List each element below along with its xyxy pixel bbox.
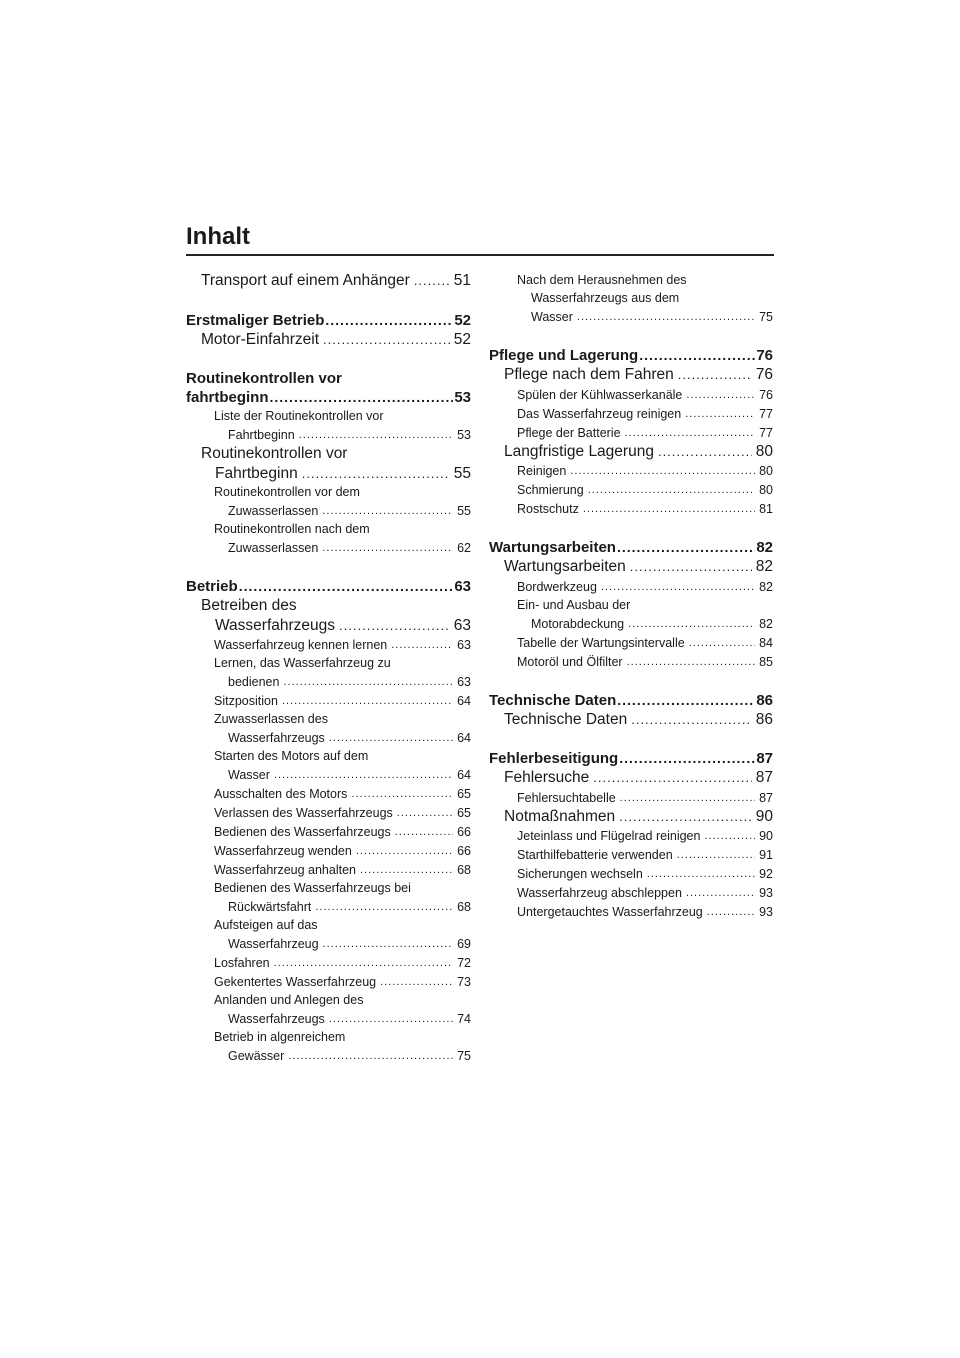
toc-entry-title-line: Routinekontrollen vor xyxy=(186,370,342,387)
toc-entry-level-3[interactable] xyxy=(186,407,471,444)
leader-dots xyxy=(631,710,752,730)
toc-entry-title: Wasserfahrzeugs xyxy=(228,1012,325,1026)
toc-entry-title-line: Aufsteigen auf das xyxy=(214,918,318,932)
leader-dots xyxy=(282,691,453,710)
toc-entry-page: 82 xyxy=(756,539,773,556)
toc-entry-page: 84 xyxy=(759,635,773,650)
toc-entry-page: 87 xyxy=(755,769,773,786)
toc-entry-title: Sitzposition xyxy=(214,694,278,708)
toc-entry-level-3[interactable] xyxy=(186,747,471,784)
leader-dots xyxy=(689,633,755,652)
toc-entry-title: Wasserfahrzeug abschleppen xyxy=(517,886,682,900)
leader-dots xyxy=(323,330,450,350)
toc-entry-title: Wartungsarbeiten xyxy=(504,558,626,575)
toc-entry-row xyxy=(214,803,471,822)
toc-entry-page: 63 xyxy=(457,675,471,689)
leader-dots xyxy=(588,480,755,499)
toc-entry-level-2[interactable] xyxy=(489,365,773,385)
toc-entry-level-3[interactable] xyxy=(186,803,471,822)
toc-entry-title: Pflege und Lagerung xyxy=(489,347,639,364)
leader-dots xyxy=(686,883,755,902)
toc-entry-page: 69 xyxy=(457,937,471,951)
toc-left-column xyxy=(186,271,471,1065)
toc-entry-page: 93 xyxy=(759,886,773,900)
toc-entry-row xyxy=(186,577,471,596)
toc-entry-level-3[interactable] xyxy=(489,596,773,633)
toc-entry-title-line: Lernen, das Wasserfahrzeug zu xyxy=(214,656,391,670)
toc-entry-row xyxy=(517,385,773,404)
toc-entry-page: 82 xyxy=(755,558,773,575)
toc-entry-title: Rostschutz xyxy=(517,502,579,516)
toc-entry-page: 52 xyxy=(454,311,471,329)
toc-entry-title-line: Nach dem Herausnehmen des xyxy=(517,273,687,287)
toc-entry-row xyxy=(214,953,471,972)
toc-entry-row xyxy=(214,672,471,691)
toc-entry-level-1[interactable] xyxy=(489,691,773,710)
toc-entry-level-1[interactable] xyxy=(186,369,471,407)
toc-entry-page: 90 xyxy=(755,807,773,825)
toc-entry-title: bedienen xyxy=(228,675,280,689)
toc-entry-title: Pflege nach dem Fahren xyxy=(504,366,674,383)
toc-entry-page: 68 xyxy=(457,863,471,877)
toc-entry-page: 53 xyxy=(457,428,471,442)
toc-entry-row xyxy=(214,822,471,841)
leader-dots xyxy=(391,635,453,654)
leader-dots xyxy=(577,307,755,326)
toc-entry-row xyxy=(517,902,773,921)
page-title: Inhalt xyxy=(186,223,250,250)
leader-dots xyxy=(270,388,454,407)
toc-entry-row xyxy=(517,577,773,596)
toc-entry-page: 76 xyxy=(755,366,773,383)
leader-dots xyxy=(630,557,752,577)
toc-entry-title: Zuwasserlassen xyxy=(228,504,319,518)
toc-entry-level-2[interactable] xyxy=(489,768,773,788)
toc-entry-title-line: Anlanden und Anlegen des xyxy=(214,993,364,1007)
toc-entry-level-2[interactable] xyxy=(186,596,471,635)
toc-entry-page: 87 xyxy=(759,790,773,805)
leader-dots xyxy=(351,784,453,803)
leader-dots xyxy=(617,538,755,557)
toc-entry-row xyxy=(214,635,471,654)
toc-entry-title: Fehlersuchtabelle xyxy=(517,790,616,805)
toc-entry-row xyxy=(504,710,773,730)
toc-entry-title: Wasserfahrzeug xyxy=(228,937,319,951)
toc-entry-row xyxy=(214,784,471,803)
toc-entry-title-line: Betrieb in algenreichem xyxy=(214,1030,346,1044)
leader-dots xyxy=(620,788,755,807)
toc-entry-page: 75 xyxy=(457,1049,471,1063)
toc-entry-page: 65 xyxy=(457,806,471,820)
toc-entry-row xyxy=(517,404,773,423)
leader-dots xyxy=(625,423,756,442)
toc-entry-row xyxy=(201,464,471,484)
leader-dots xyxy=(704,826,755,845)
toc-entry-row xyxy=(517,864,773,883)
toc-entry-title: Rückwärtsfahrt xyxy=(228,900,312,914)
toc-entry-title: Notmaßnahmen xyxy=(504,807,616,825)
toc-entry-level-3[interactable] xyxy=(489,423,773,442)
leader-dots xyxy=(356,841,453,860)
toc-entry-row xyxy=(214,728,471,747)
toc-entry-row xyxy=(214,897,471,916)
toc-entry-title-line: Routinekontrollen vor dem xyxy=(214,485,360,499)
toc-entry-level-3[interactable] xyxy=(186,691,471,710)
toc-entry-row xyxy=(504,365,773,385)
leader-dots xyxy=(302,464,450,484)
leader-dots xyxy=(593,768,751,788)
toc-entry-level-3[interactable] xyxy=(186,710,471,747)
leader-dots xyxy=(299,425,453,444)
toc-entry-level-3[interactable] xyxy=(186,879,471,916)
toc-entry-row xyxy=(214,860,471,879)
toc-entry-level-3[interactable] xyxy=(489,845,773,864)
toc-entry-row xyxy=(517,826,773,845)
toc-entry-title: Jeteinlass und Flügelrad reinigen xyxy=(517,829,701,843)
toc-entry-row xyxy=(517,423,773,442)
toc-entry-row xyxy=(489,691,773,710)
toc-entry-level-1[interactable] xyxy=(489,749,773,768)
leader-dots xyxy=(329,1009,453,1028)
leader-dots xyxy=(274,953,453,972)
toc-entry-level-3[interactable] xyxy=(186,972,471,991)
toc-entry-page: 80 xyxy=(755,442,773,460)
toc-entry-title-line: Zuwasserlassen des xyxy=(214,712,328,726)
toc-entry-title: Tabelle der Wartungsintervalle xyxy=(517,635,685,650)
toc-entry-level-2[interactable] xyxy=(489,710,773,730)
toc-entry-title: Betrieb xyxy=(186,578,238,595)
toc-entry-row xyxy=(517,652,773,671)
leader-dots xyxy=(647,864,755,883)
toc-entry-page: 86 xyxy=(755,710,773,728)
toc-entry-row xyxy=(517,633,773,652)
toc-entry-title: Wasser xyxy=(228,768,270,782)
leader-dots xyxy=(707,902,755,921)
toc-entry-page: 63 xyxy=(454,578,471,595)
toc-entry-title: Sicherungen wechseln xyxy=(517,867,643,881)
toc-entry-page: 87 xyxy=(756,750,773,767)
leader-dots xyxy=(658,442,752,462)
toc-entry-row xyxy=(517,461,773,480)
toc-entry-title-line: Starten des Motors auf dem xyxy=(214,749,369,763)
toc-entry-row xyxy=(214,1046,471,1065)
leader-dots xyxy=(627,652,755,671)
toc-entry-page: 74 xyxy=(457,1012,471,1026)
toc-entry-title: Losfahren xyxy=(214,956,270,970)
toc-entry-level-2[interactable] xyxy=(489,807,773,827)
toc-entry-title-line: Routinekontrollen vor xyxy=(201,445,348,462)
toc-entry-row xyxy=(214,972,471,991)
toc-entry-title: Erstmaliger Betrieb xyxy=(186,311,325,329)
toc-entry-level-2[interactable] xyxy=(186,444,471,483)
toc-entry-row xyxy=(489,346,773,365)
toc-entry-row xyxy=(489,538,773,557)
leader-dots xyxy=(323,934,454,953)
leader-dots xyxy=(678,365,752,385)
toc-entry-row xyxy=(517,480,773,499)
toc-entry-level-3[interactable] xyxy=(489,480,773,499)
toc-entry-title: Motoröl und Ölfilter xyxy=(517,654,623,669)
toc-entry-row xyxy=(504,807,773,827)
leader-dots xyxy=(322,501,453,520)
toc-entry-row xyxy=(517,788,773,807)
toc-entry-level-1[interactable] xyxy=(186,311,471,330)
toc-entry-page: 65 xyxy=(457,787,471,801)
toc-entry-row xyxy=(504,768,773,788)
toc-entry-level-3[interactable] xyxy=(489,499,773,518)
toc-entry-page: 64 xyxy=(457,694,471,708)
toc-entry-page: 77 xyxy=(759,406,773,421)
toc-entry-level-2[interactable] xyxy=(489,442,773,462)
toc-entry-page: 68 xyxy=(457,900,471,914)
leader-dots xyxy=(339,616,450,636)
toc-entry-level-3[interactable] xyxy=(186,483,471,520)
toc-entry-level-2[interactable] xyxy=(186,271,471,291)
toc-entry-level-3[interactable] xyxy=(186,520,471,557)
toc-entry-page: 53 xyxy=(454,389,471,406)
toc-entry-title-line: Betreiben des xyxy=(201,597,297,614)
toc-entry-row xyxy=(201,271,471,291)
toc-entry-level-3[interactable] xyxy=(186,635,471,654)
page-heading xyxy=(186,222,774,256)
toc-entry-title: Bedienen des Wasserfahrzeugs xyxy=(214,825,391,839)
leader-dots xyxy=(601,577,755,596)
toc-entry-level-3[interactable] xyxy=(489,385,773,404)
toc-entry-title: Wasserfahrzeug anhalten xyxy=(214,863,356,877)
toc-entry-page: 86 xyxy=(756,691,773,709)
toc-entry-row xyxy=(214,691,471,710)
leader-dots xyxy=(414,271,450,291)
toc-entry-row xyxy=(214,841,471,860)
toc-entry-title: Starthilfebatterie verwenden xyxy=(517,848,673,862)
toc-entry-level-2[interactable] xyxy=(186,330,471,350)
toc-entry-page: 85 xyxy=(759,654,773,669)
toc-entry-page: 92 xyxy=(759,867,773,881)
toc-entry-title: Untergetauchtes Wasserfahrzeug xyxy=(517,905,703,919)
leader-dots xyxy=(628,614,755,633)
toc-entry-page: 76 xyxy=(756,347,773,364)
toc-entry-level-3[interactable] xyxy=(186,860,471,879)
toc-entry-page: 63 xyxy=(453,616,471,634)
toc-entry-title: Technische Daten xyxy=(489,691,617,709)
toc-entry-title: Gekentertes Wasserfahrzeug xyxy=(214,975,377,989)
toc-entry-page: 73 xyxy=(457,975,471,989)
toc-entry-level-3[interactable] xyxy=(489,404,773,423)
leader-dots xyxy=(360,860,453,879)
toc-entry-page: 76 xyxy=(759,387,773,402)
toc-entry-row xyxy=(214,1009,471,1028)
toc-entry-row xyxy=(517,614,773,633)
toc-entry-row xyxy=(489,749,773,768)
leader-dots xyxy=(397,803,453,822)
leader-dots xyxy=(239,577,454,596)
toc-entry-level-3[interactable] xyxy=(489,271,773,326)
toc-entry-title-line: Bedienen des Wasserfahrzeugs bei xyxy=(214,881,411,895)
toc-entry-level-3[interactable] xyxy=(489,826,773,845)
leader-dots xyxy=(677,845,755,864)
leader-dots xyxy=(685,404,755,423)
toc-entry-title: fahrtbeginn xyxy=(186,389,269,406)
toc-entry-title: Verlassen des Wasserfahrzeugs xyxy=(214,806,393,820)
toc-entry-page: 93 xyxy=(759,905,773,919)
toc-entry-page: 64 xyxy=(457,768,471,782)
leader-dots xyxy=(619,807,752,827)
toc-entry-title-line: Routinekontrollen nach dem xyxy=(214,522,370,536)
leader-dots xyxy=(274,765,453,784)
toc-entry-title: Transport auf einem Anhänger xyxy=(201,272,410,289)
toc-entry-level-1[interactable] xyxy=(186,577,471,596)
leader-dots xyxy=(283,672,453,691)
toc-entry-level-3[interactable] xyxy=(186,654,471,691)
toc-entry-row xyxy=(214,538,471,557)
leader-dots xyxy=(619,749,755,768)
toc-entry-title: Fahrtbeginn xyxy=(215,464,298,482)
toc-entry-title: Reinigen xyxy=(517,464,567,478)
toc-entry-row xyxy=(517,307,773,326)
toc-entry-page: 64 xyxy=(457,731,471,745)
toc-entry-level-3[interactable] xyxy=(489,864,773,883)
toc-entry-level-3[interactable] xyxy=(186,1028,471,1065)
toc-entry-level-3[interactable] xyxy=(186,916,471,953)
toc-entry-level-3[interactable] xyxy=(186,784,471,803)
toc-entry-level-1[interactable] xyxy=(489,346,773,365)
toc-entry-title: Wasserfahrzeugs xyxy=(228,731,325,745)
toc-entry-title: Wartungsarbeiten xyxy=(489,539,616,556)
toc-entry-title: Wasserfahrzeug kennen lernen xyxy=(214,638,388,652)
leader-dots xyxy=(380,972,453,991)
toc-entry-page: 66 xyxy=(457,825,471,839)
toc-right-column xyxy=(489,271,773,921)
toc-entry-title: Fahrtbeginn xyxy=(228,428,295,442)
toc-entry-page: 75 xyxy=(759,310,773,324)
toc-entry-page: 72 xyxy=(457,956,471,970)
toc-entry-page: 90 xyxy=(759,829,773,843)
toc-entry-row xyxy=(214,934,471,953)
toc-entry-title: Fehlerbeseitigung xyxy=(489,750,619,767)
toc-entry-title: Bordwerkzeug xyxy=(517,579,597,594)
toc-entry-title: Wasserfahrzeugs xyxy=(215,616,336,634)
toc-entry-title: Langfristige Lagerung xyxy=(504,442,654,460)
toc-entry-row xyxy=(517,845,773,864)
toc-entry-title: Gewässer xyxy=(228,1049,285,1063)
toc-entry-row xyxy=(517,499,773,518)
toc-entry-row xyxy=(517,883,773,902)
toc-entry-page: 66 xyxy=(457,844,471,858)
toc-entry-title: Wasserfahrzeug wenden xyxy=(214,844,352,858)
toc-entry-page: 52 xyxy=(453,330,471,348)
toc-entry-title: Wasser xyxy=(531,310,573,324)
toc-entry-page: 63 xyxy=(457,638,471,652)
toc-entry-level-3[interactable] xyxy=(489,577,773,596)
leader-dots xyxy=(686,385,755,404)
toc-entry-page: 81 xyxy=(759,502,773,516)
toc-entry-page: 55 xyxy=(457,504,471,518)
toc-entry-title: Pflege der Batterie xyxy=(517,425,621,440)
toc-entry-title: Motorabdeckung xyxy=(531,616,625,631)
toc-entry-title-line: Ein- und Ausbau der xyxy=(517,597,631,612)
toc-entry-level-3[interactable] xyxy=(489,652,773,671)
leader-dots xyxy=(329,728,453,747)
toc-entry-level-2[interactable] xyxy=(489,557,773,577)
leader-dots xyxy=(570,461,755,480)
toc-entry-row xyxy=(186,388,471,407)
toc-entry-row xyxy=(214,501,471,520)
leader-dots xyxy=(315,897,453,916)
toc-entry-level-3[interactable] xyxy=(489,883,773,902)
toc-entry-level-1[interactable] xyxy=(489,538,773,557)
leader-dots xyxy=(325,311,453,330)
toc-entry-title: Schmierung xyxy=(517,483,584,497)
toc-entry-row xyxy=(504,557,773,577)
toc-entry-title: Das Wasserfahrzeug reinigen xyxy=(517,406,682,421)
toc-entry-title-line: Liste der Routinekontrollen vor xyxy=(214,409,384,423)
toc-entry-page: 62 xyxy=(457,541,471,555)
toc-entry-level-3[interactable] xyxy=(489,461,773,480)
toc-entry-page: 55 xyxy=(453,464,471,482)
toc-entry-page: 80 xyxy=(759,464,773,478)
toc-entry-level-3[interactable] xyxy=(489,633,773,652)
leader-dots xyxy=(617,691,755,710)
toc-entry-title: Zuwasserlassen xyxy=(228,541,319,555)
toc-entry-page: 82 xyxy=(759,616,773,631)
leader-dots xyxy=(395,822,453,841)
toc-entry-row xyxy=(214,425,471,444)
toc-entry-title: Spülen der Kühlwasserkanäle xyxy=(517,387,683,402)
toc-entry-row xyxy=(201,616,471,636)
toc-entry-level-3[interactable] xyxy=(489,788,773,807)
toc-entry-page: 80 xyxy=(759,483,773,497)
leader-dots xyxy=(583,499,755,518)
toc-entry-title: Motor-Einfahrzeit xyxy=(201,330,320,348)
leader-dots xyxy=(288,1046,453,1065)
toc-entry-level-3[interactable] xyxy=(186,822,471,841)
toc-entry-row xyxy=(504,442,773,462)
leader-dots xyxy=(322,538,453,557)
toc-entry-row xyxy=(186,311,471,330)
toc-entry-page: 91 xyxy=(759,848,773,862)
toc-entry-title: Fehlersuche xyxy=(504,769,590,786)
toc-entry-page: 77 xyxy=(759,425,773,440)
leader-dots xyxy=(639,346,755,365)
toc-entry-page: 82 xyxy=(759,579,773,594)
toc-entry-row xyxy=(201,330,471,350)
toc-entry-row xyxy=(214,765,471,784)
toc-entry-title-line: Wasserfahrzeugs aus dem xyxy=(531,291,680,305)
toc-entry-title: Ausschalten des Motors xyxy=(214,787,348,801)
toc-entry-level-3[interactable] xyxy=(186,841,471,860)
toc-entry-page: 51 xyxy=(453,272,471,289)
toc-entry-title: Technische Daten xyxy=(504,710,628,728)
toc-entry-level-3[interactable] xyxy=(489,902,773,921)
toc-entry-level-3[interactable] xyxy=(186,991,471,1028)
toc-entry-level-3[interactable] xyxy=(186,953,471,972)
